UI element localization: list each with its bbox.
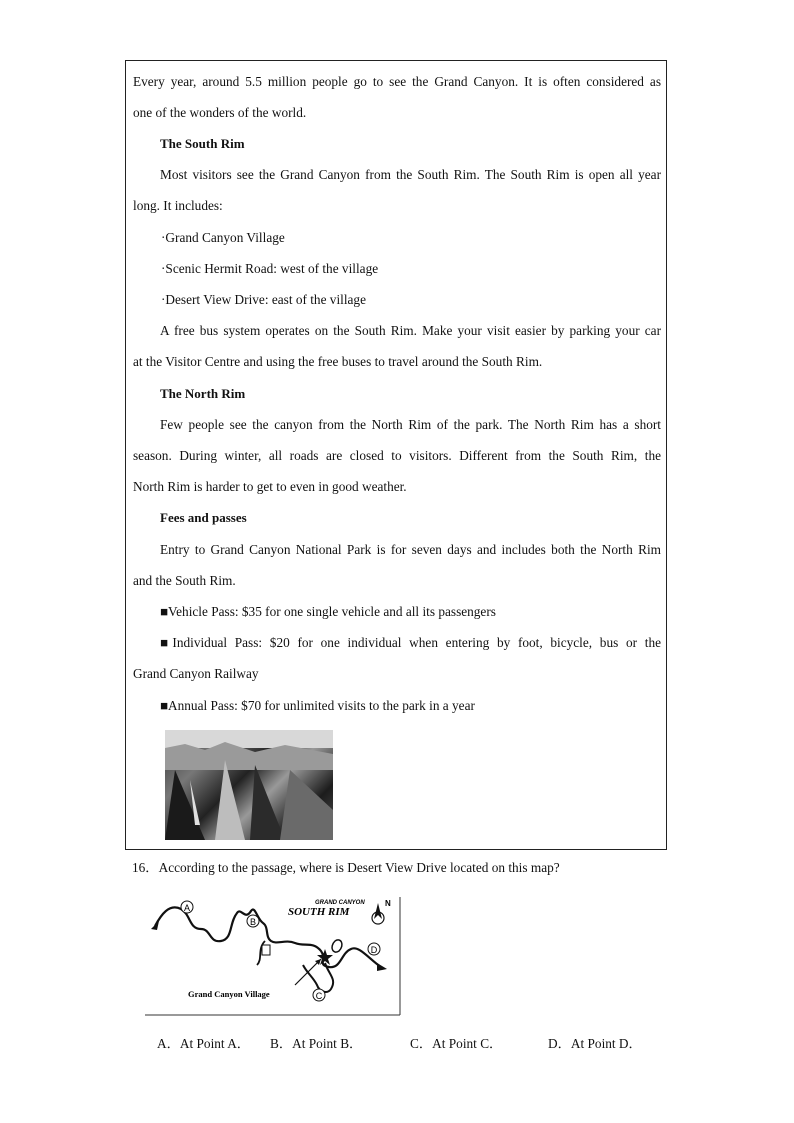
north-rim-heading: The North Rim xyxy=(160,386,246,401)
north-arrow-icon xyxy=(372,903,384,924)
list-item-village: ·Grand Canyon Village xyxy=(161,230,285,245)
map-title-small: GRAND CANYON xyxy=(315,900,365,906)
intro-line-2: one of the wonders of the world. xyxy=(133,105,307,120)
option-d[interactable]: D．At Point D． xyxy=(548,1036,642,1051)
fees-line-1: Entry to Grand Canyon National Park is for seven days and includes both the North Rim xyxy=(160,542,661,557)
option-c[interactable]: C．At Point C． xyxy=(410,1036,503,1051)
option-b[interactable]: B．At Point B． xyxy=(270,1036,363,1051)
individual-pass-line-1: ■Individual Pass: $20 for one individual when entering by foot, bicycle, bus or the xyxy=(160,635,661,650)
map-point-c: C xyxy=(315,991,323,1001)
fees-line-2: and the South Rim. xyxy=(133,573,236,588)
north-rim-line-2: season. During winter, all roads are closed to visitors. Different from the South Rim, the xyxy=(133,448,661,463)
map-point-a: A xyxy=(183,903,191,913)
map-point-b: B xyxy=(249,917,257,927)
south-rim-p1-line-2: long. It includes: xyxy=(133,198,223,213)
question-16: 16．According to the passage, where is Desert View Drive located on this map? xyxy=(132,860,560,875)
canyon-photo xyxy=(165,730,333,840)
map-point-d: D xyxy=(370,945,378,955)
south-rim-p2-line-2: at the Visitor Centre and using the free buses to travel around the South Rim. xyxy=(133,354,543,369)
south-rim-heading: The South Rim xyxy=(160,136,245,151)
option-a[interactable]: A．At Point A． xyxy=(157,1036,251,1051)
north-rim-line-3: North Rim is harder to get to even in good weather. xyxy=(133,479,407,494)
fees-heading: Fees and passes xyxy=(160,510,247,525)
south-rim-p2-line-1: A free bus system operates on the South Rim. Make your visit easier by parking your car xyxy=(160,323,661,338)
map-north-label: N xyxy=(385,899,391,908)
individual-pass-line-2: Grand Canyon Railway xyxy=(133,666,259,681)
intro-line-1: Every year, around 5.5 million people go to see the Grand Canyon. It is often considered as xyxy=(133,74,661,89)
annual-pass: ■Annual Pass: $70 for unlimited visits to the park in a year xyxy=(160,698,475,713)
north-rim-line-1: Few people see the canyon from the North Rim of the park. The North Rim has a short xyxy=(160,417,661,432)
vehicle-pass: ■Vehicle Pass: $35 for one single vehicle and all its passengers xyxy=(160,604,496,619)
south-rim-map xyxy=(145,893,405,1018)
south-rim-p1-line-1: Most visitors see the Grand Canyon from the South Rim. The South Rim is open all year xyxy=(160,167,661,182)
list-item-hermit-road: ·Scenic Hermit Road: west of the village xyxy=(161,261,379,276)
list-item-desert-view: ·Desert View Drive: east of the village xyxy=(161,292,366,307)
map-village-label: Grand Canyon Village xyxy=(188,989,270,999)
map-title-large: SOUTH RIM xyxy=(288,906,350,918)
